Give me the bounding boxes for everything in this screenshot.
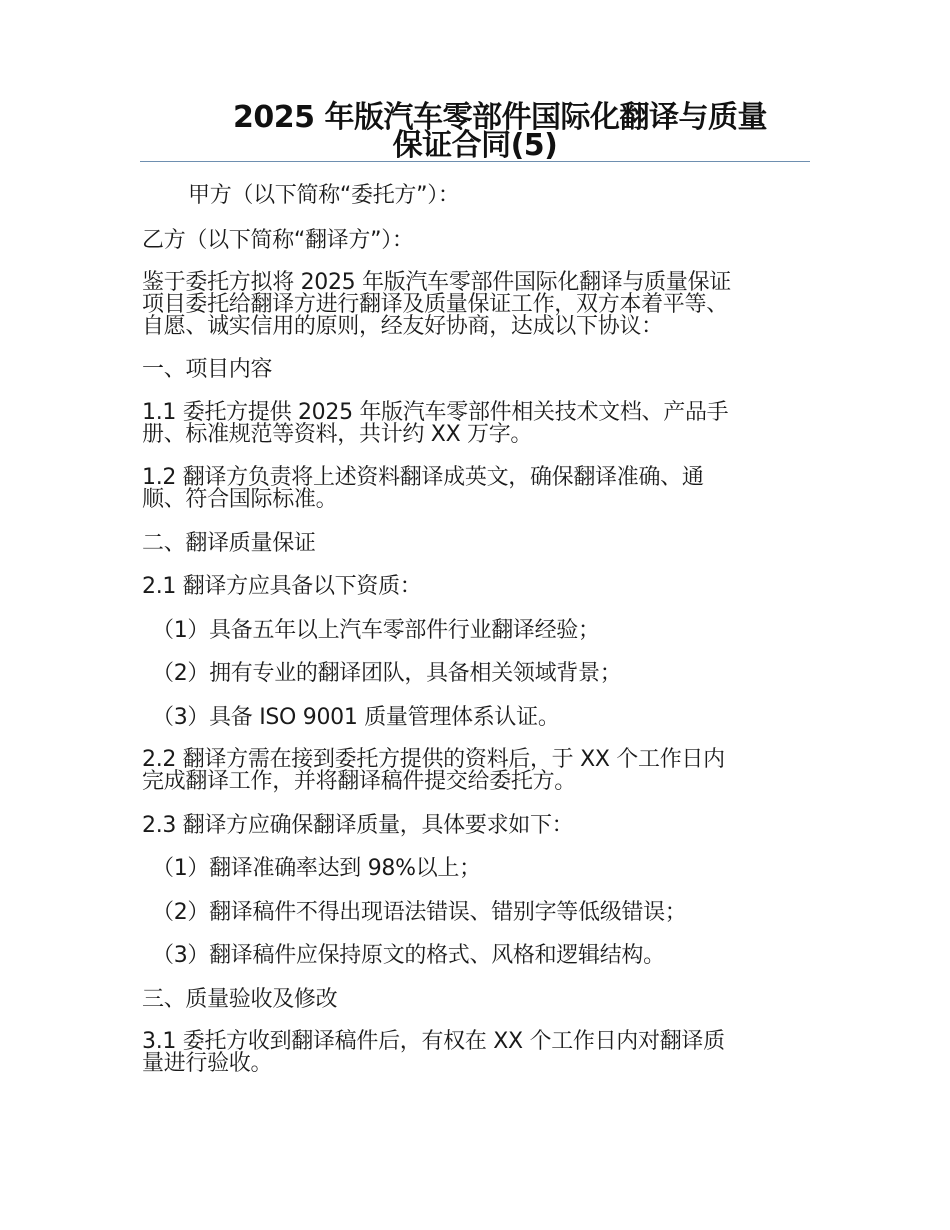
clause-line: 册、标准规范等资料，共计约 XX 万字。 [142,422,533,447]
clause-line: 完成翻译工作，并将翻译稿件提交给委托方。 [142,769,577,794]
clause-line: 1.1 委托方提供 2025 年版汽车零部件相关技术文档、产品手 [142,400,729,425]
document-title [140,100,810,163]
clause-2-1: 2.1 翻译方应具备以下资质： [142,574,422,599]
party-a-line: 甲方（以下简称“委托方”）： [188,183,460,208]
list-item: （1）翻译准确率达到 98%以上； [152,856,481,881]
preamble-line: 自愿、诚实信用的原则，经友好协商，达成以下协议： [142,314,663,339]
list-item: （2）拥有专业的翻译团队，具备相关领域背景； [152,661,622,686]
preamble-paragraph [142,272,810,338]
list-item: （3）具备 ISO 9001 质量管理体系认证。 [152,705,560,730]
clause-1-1 [142,402,810,446]
section-3-heading: 三、质量验收及修改 [142,987,338,1012]
title-line-2: 保证合同(5) [392,128,558,163]
section-1-heading: 一、项目内容 [142,357,273,382]
list-item: （3）翻译稿件应保持原文的格式、风格和逻辑结构。 [152,943,665,968]
clause-3-1 [142,1031,810,1075]
clause-line: 1.2 翻译方负责将上述资料翻译成英文，确保翻译准确、通 [142,465,704,490]
title-underline [140,161,810,162]
section-2-heading: 二、翻译质量保证 [142,531,316,556]
clause-line: 2.2 翻译方需在接到委托方提供的资料后，于 XX 个工作日内 [142,747,725,772]
title-line-1: 2025 年版汽车零部件国际化翻译与质量 [233,100,767,135]
preamble-line: 项目委托给翻译方进行翻译及质量保证工作，双方本着平等、 [142,292,728,317]
preamble-line: 鉴于委托方拟将 2025 年版汽车零部件国际化翻译与质量保证 [142,270,731,295]
clause-line: 3.1 委托方收到翻译稿件后，有权在 XX 个工作日内对翻译质 [142,1029,725,1054]
clause-2-3: 2.3 翻译方应确保翻译质量，具体要求如下： [142,813,574,838]
clause-2-2 [142,749,810,793]
clause-line: 顺、符合国际标准。 [142,487,338,512]
list-item: （1）具备五年以上汽车零部件行业翻译经验； [152,618,600,643]
list-item: （2）翻译稿件不得出现语法错误、错别字等低级错误； [152,900,687,925]
party-b-line: 乙方（以下简称“翻译方”）： [142,228,414,253]
clause-line: 量进行验收。 [142,1051,273,1076]
clause-1-2 [142,467,810,511]
